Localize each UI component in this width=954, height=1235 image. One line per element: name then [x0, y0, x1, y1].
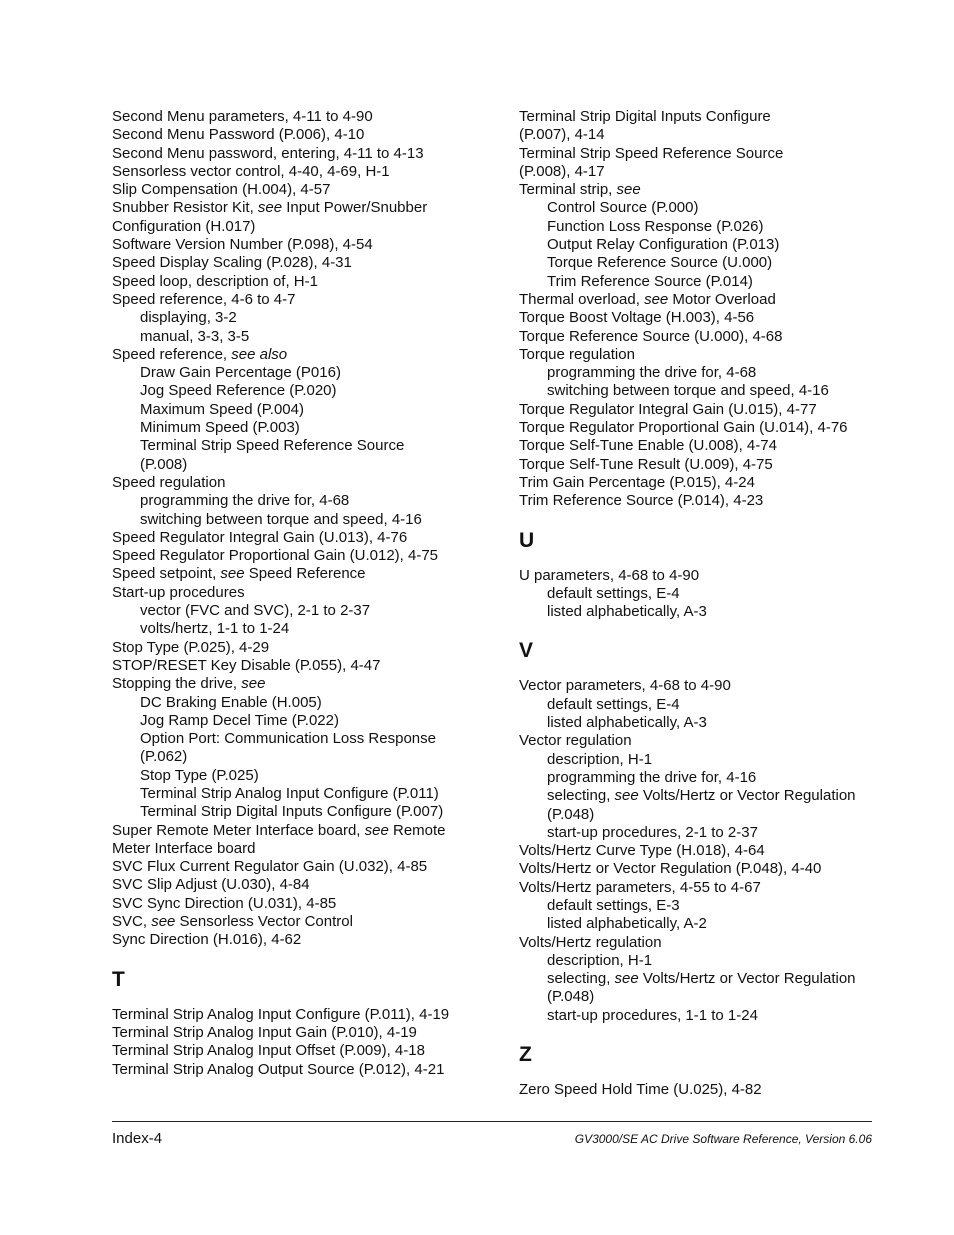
index-subentry	[519, 696, 879, 714]
index-entry	[519, 145, 879, 182]
entry-text: Torque Boost Voltage (H.003), 4-56	[519, 309, 755, 327]
index-entry	[112, 1006, 492, 1024]
index-entry	[112, 565, 492, 583]
index-subentry	[519, 824, 879, 842]
entry-text: switching between torque and speed, 4-16	[547, 382, 829, 400]
index-subentry	[519, 1007, 879, 1025]
page-label: Index-4	[112, 1130, 163, 1147]
entry-text: Volts/Hertz Curve Type (H.018), 4-64	[519, 842, 765, 860]
index-entry	[519, 456, 879, 474]
see-reference: see	[614, 970, 639, 988]
entry-text: Slip Compensation (H.004), 4-57	[112, 181, 331, 199]
entry-text: Speed Regulator Integral Gain (U.013), 4-76	[112, 528, 408, 546]
entry-text: Vector parameters, 4-68 to 4-90	[519, 677, 731, 695]
see-reference: see	[241, 675, 266, 693]
entry-text: programming the drive for, 4-68	[140, 492, 350, 510]
index-subentry	[112, 511, 492, 529]
footer-rule	[112, 1121, 872, 1122]
entry-text: Jog Speed Reference (P.020)	[140, 382, 337, 400]
document-title: GV3000/SE AC Drive Software Reference, Version 6.06	[574, 1132, 872, 1146]
index-entry	[519, 474, 879, 492]
entry-text: Torque Self-Tune Result (U.009), 4-75	[519, 455, 773, 473]
see-reference: see	[644, 290, 669, 308]
entry-text: Torque Regulator Integral Gain (U.015), 4-77	[519, 400, 817, 418]
entry-text: Second Menu parameters, 4-11 to 4-90	[112, 108, 373, 125]
entry-text: Thermal overload,	[519, 290, 645, 308]
entry-text: Function Loss Response (P.026)	[547, 217, 764, 235]
index-subentry	[112, 712, 492, 730]
index-entry	[112, 876, 492, 894]
index-subentry	[519, 769, 879, 787]
entry-text: Torque Reference Source (U.000)	[547, 254, 773, 272]
index-subentry	[519, 897, 879, 915]
index-subentry	[519, 585, 879, 603]
see-reference: see	[614, 787, 639, 805]
entry-text: Terminal strip,	[519, 181, 617, 199]
index-subentry	[112, 309, 492, 327]
index-subentry	[112, 785, 492, 803]
entry-text: Stop Type (P.025)	[140, 766, 259, 784]
index-subentry	[112, 437, 492, 474]
entry-continuation: (P.008)	[140, 455, 188, 473]
index-subentry	[519, 218, 879, 236]
index-entry	[112, 639, 492, 657]
index-entry	[112, 126, 492, 144]
index-entry	[112, 1024, 492, 1042]
index-entry	[112, 236, 492, 254]
entry-text: Terminal Strip Analog Input Configure (P.011)	[140, 784, 439, 802]
index-entry	[519, 437, 879, 455]
entry-text: Trim Reference Source (P.014), 4-23	[519, 492, 764, 510]
index-entry	[112, 346, 492, 364]
entry-text: Speed reference, 4-6 to 4-7	[112, 290, 296, 308]
entry-text: Speed regulation	[112, 473, 226, 491]
index-entry	[519, 860, 879, 878]
entry-text: U parameters, 4-68 to 4-90	[519, 566, 700, 584]
index-subentry	[519, 254, 879, 272]
index-entry	[112, 291, 492, 309]
entry-text: listed alphabetically, A-3	[547, 603, 707, 621]
entry-continuation: (P.062)	[140, 748, 188, 766]
index-entry	[112, 199, 492, 236]
index-column-left	[112, 108, 492, 1079]
entry-text: Software Version Number (P.098), 4-54	[112, 236, 373, 254]
index-entry	[519, 1081, 879, 1099]
entry-text: Trim Reference Source (P.014)	[547, 272, 753, 290]
entry-text: start-up procedures, 1-1 to 1-24	[547, 1006, 758, 1024]
index-entry	[112, 931, 492, 949]
entry-continuation: Meter Interface board	[112, 839, 256, 857]
entry-text: Speed setpoint,	[112, 565, 221, 583]
index-subentry	[112, 730, 492, 767]
index-entry	[519, 181, 879, 199]
entry-text: Speed loop, description of, H-1	[112, 272, 318, 290]
index-subentry	[112, 328, 492, 346]
index-entry	[112, 675, 492, 693]
index-subentry	[519, 915, 879, 933]
entry-text: Speed Display Scaling (P.028), 4-31	[112, 254, 352, 272]
section-letter-t: T	[112, 967, 125, 991]
entry-text: Remote	[388, 821, 446, 839]
index-entry	[519, 492, 879, 510]
index-entry	[112, 858, 492, 876]
entry-text: Torque Self-Tune Enable (U.008), 4-74	[519, 437, 777, 455]
index-subentry	[112, 401, 492, 419]
entry-text: listed alphabetically, A-2	[547, 915, 707, 933]
entry-text: Torque regulation	[519, 345, 635, 363]
entry-text: Terminal Strip Speed Reference Source	[519, 144, 784, 162]
entry-text: default settings, E-3	[547, 896, 680, 914]
index-entry	[519, 328, 879, 346]
entry-text: manual, 3-3, 3-5	[140, 327, 250, 345]
entry-text: Draw Gain Percentage (P016)	[140, 364, 341, 382]
index-subentry	[112, 492, 492, 510]
index-column-right	[519, 108, 879, 1099]
index-subentry	[112, 364, 492, 382]
index-entry	[519, 567, 879, 585]
index-subentry	[112, 620, 492, 638]
index-subentry	[519, 603, 879, 621]
index-entry	[112, 181, 492, 199]
index-subentry	[519, 236, 879, 254]
entry-text: Super Remote Meter Interface board,	[112, 821, 365, 839]
entry-text: listed alphabetically, A-3	[547, 714, 707, 732]
index-entry	[112, 822, 492, 859]
index-entry	[112, 657, 492, 675]
index-entry	[112, 108, 492, 126]
index-subentry	[519, 970, 879, 1007]
entry-text: Sensorless Vector Control	[175, 913, 353, 931]
entry-text: SVC Slip Adjust (U.030), 4-84	[112, 876, 310, 894]
index-subentry	[519, 382, 879, 400]
index-subentry	[112, 382, 492, 400]
entry-continuation: Configuration (H.017)	[112, 217, 256, 235]
entry-text: volts/hertz, 1-1 to 1-24	[140, 620, 290, 638]
entry-continuation: (P.007), 4-14	[519, 126, 605, 144]
entry-text: Volts/Hertz parameters, 4-55 to 4-67	[519, 878, 761, 896]
see-reference: see	[151, 913, 176, 931]
index-entry	[519, 401, 879, 419]
index-subentry	[519, 952, 879, 970]
entry-text: Sync Direction (H.016), 4-62	[112, 931, 302, 949]
entry-text: Torque Regulator Proportional Gain (U.014), 4-76	[519, 419, 848, 437]
index-entry	[519, 677, 879, 695]
section-letter-z: Z	[519, 1043, 532, 1067]
entry-text: Control Source (P.000)	[547, 199, 699, 217]
index-entry	[519, 309, 879, 327]
entry-text: description, H-1	[547, 750, 653, 768]
index-entry	[112, 913, 492, 931]
entry-text: Vector regulation	[519, 732, 632, 750]
entry-text: Volts/Hertz or Vector Regulation	[638, 970, 856, 988]
index-entry	[112, 529, 492, 547]
index-entry	[519, 419, 879, 437]
entry-text: DC Braking Enable (H.005)	[140, 693, 322, 711]
index-entry	[112, 145, 492, 163]
entry-text: Snubber Resistor Kit,	[112, 199, 258, 217]
entry-text: start-up procedures, 2-1 to 2-37	[547, 823, 758, 841]
entry-text: Terminal Strip Analog Input Configure (P.011), 4-19	[112, 1005, 450, 1023]
see-reference: see also	[231, 345, 288, 363]
index-subentry	[112, 419, 492, 437]
index-entry	[112, 584, 492, 602]
entry-text: Volts/Hertz or Vector Regulation (P.048), 4-40	[519, 860, 822, 878]
index-subentry	[112, 694, 492, 712]
see-reference: see	[364, 821, 389, 839]
index-entry	[519, 934, 879, 952]
entry-text: SVC,	[112, 913, 152, 931]
index-subentry	[112, 767, 492, 785]
entry-text: switching between torque and speed, 4-16	[140, 510, 422, 528]
entry-text: Start-up procedures	[112, 583, 245, 601]
entry-text: selecting,	[547, 970, 615, 988]
entry-text: Speed Regulator Proportional Gain (U.012), 4-75	[112, 547, 439, 565]
entry-text: displaying, 3-2	[140, 309, 237, 327]
entry-text: Terminal Strip Analog Input Offset (P.009), 4-18	[112, 1042, 425, 1060]
entry-text: programming the drive for, 4-16	[547, 768, 757, 786]
entry-text: Terminal Strip Analog Output Source (P.012), 4-21	[112, 1060, 445, 1078]
index-entry	[519, 732, 879, 750]
entry-text: Torque Reference Source (U.000), 4-68	[519, 327, 783, 345]
index-entry	[112, 474, 492, 492]
entry-text: Motor Overload	[668, 290, 776, 308]
entry-text: Stop Type (P.025), 4-29	[112, 638, 270, 656]
entry-text: Terminal Strip Digital Inputs Configure (P.007)	[140, 803, 444, 821]
entry-continuation: (P.008), 4-17	[519, 162, 605, 180]
see-reference: see	[257, 199, 283, 217]
index-entry	[519, 842, 879, 860]
index-entry	[112, 254, 492, 272]
index-subentry	[519, 199, 879, 217]
section-letter-v: V	[519, 639, 534, 663]
index-entry	[519, 346, 879, 364]
entry-text: Second Menu password, entering, 4-11 to 4-13	[112, 144, 424, 162]
index-entry	[112, 273, 492, 291]
entry-continuation: (P.048)	[547, 988, 595, 1006]
index-entry	[519, 291, 879, 309]
entry-text: Volts/Hertz or Vector Regulation	[638, 787, 856, 805]
index-entry	[112, 895, 492, 913]
section-letter-u: U	[519, 528, 535, 552]
entry-text: Terminal Strip Speed Reference Source	[140, 437, 405, 455]
entry-text: SVC Flux Current Regulator Gain (U.032), 4-85	[112, 858, 428, 876]
index-entry	[112, 547, 492, 565]
index-entry	[112, 1042, 492, 1060]
index-entry	[112, 163, 492, 181]
index-subentry	[519, 751, 879, 769]
entry-text: STOP/RESET Key Disable (P.055), 4-47	[112, 656, 381, 674]
index-entry	[112, 1061, 492, 1079]
entry-continuation: (P.048)	[547, 805, 595, 823]
see-reference: see	[616, 181, 641, 199]
index-subentry	[519, 364, 879, 382]
entry-text: selecting,	[547, 787, 615, 805]
index-subentry	[112, 602, 492, 620]
index-subentry	[519, 714, 879, 732]
entry-text: Minimum Speed (P.003)	[140, 419, 300, 437]
entry-text: Volts/Hertz regulation	[519, 933, 662, 951]
index-subentry	[112, 803, 492, 821]
entry-text: Zero Speed Hold Time (U.025), 4-82	[519, 1081, 762, 1099]
entry-text: Speed reference,	[112, 345, 232, 363]
entry-text: Jog Ramp Decel Time (P.022)	[140, 711, 339, 729]
index-entry	[519, 879, 879, 897]
entry-text: Output Relay Configuration (P.013)	[547, 236, 780, 254]
index-subentry	[519, 273, 879, 291]
index-subentry	[519, 787, 879, 824]
entry-text: Option Port: Communication Loss Response	[140, 730, 436, 748]
entry-text: description, H-1	[547, 951, 653, 969]
entry-text: Terminal Strip Digital Inputs Configure	[519, 108, 771, 125]
entry-text: Trim Gain Percentage (P.015), 4-24	[519, 473, 755, 491]
entry-text: default settings, E-4	[547, 695, 680, 713]
entry-text: vector (FVC and SVC), 2-1 to 2-37	[140, 602, 371, 620]
entry-text: programming the drive for, 4-68	[547, 364, 757, 382]
entry-text: Sensorless vector control, 4-40, 4-69, H-1	[112, 162, 390, 180]
see-reference: see	[220, 565, 245, 583]
entry-text: Stopping the drive,	[112, 675, 242, 693]
entry-text: default settings, E-4	[547, 584, 680, 602]
entry-text: Input Power/Snubber	[282, 199, 428, 217]
entry-text: Speed Reference	[244, 565, 366, 583]
index-entry	[519, 108, 879, 145]
entry-text: Second Menu Password (P.006), 4-10	[112, 126, 365, 144]
entry-text: Terminal Strip Analog Input Gain (P.010), 4-19	[112, 1023, 417, 1041]
entry-text: Maximum Speed (P.004)	[140, 400, 304, 418]
entry-text: SVC Sync Direction (U.031), 4-85	[112, 894, 337, 912]
